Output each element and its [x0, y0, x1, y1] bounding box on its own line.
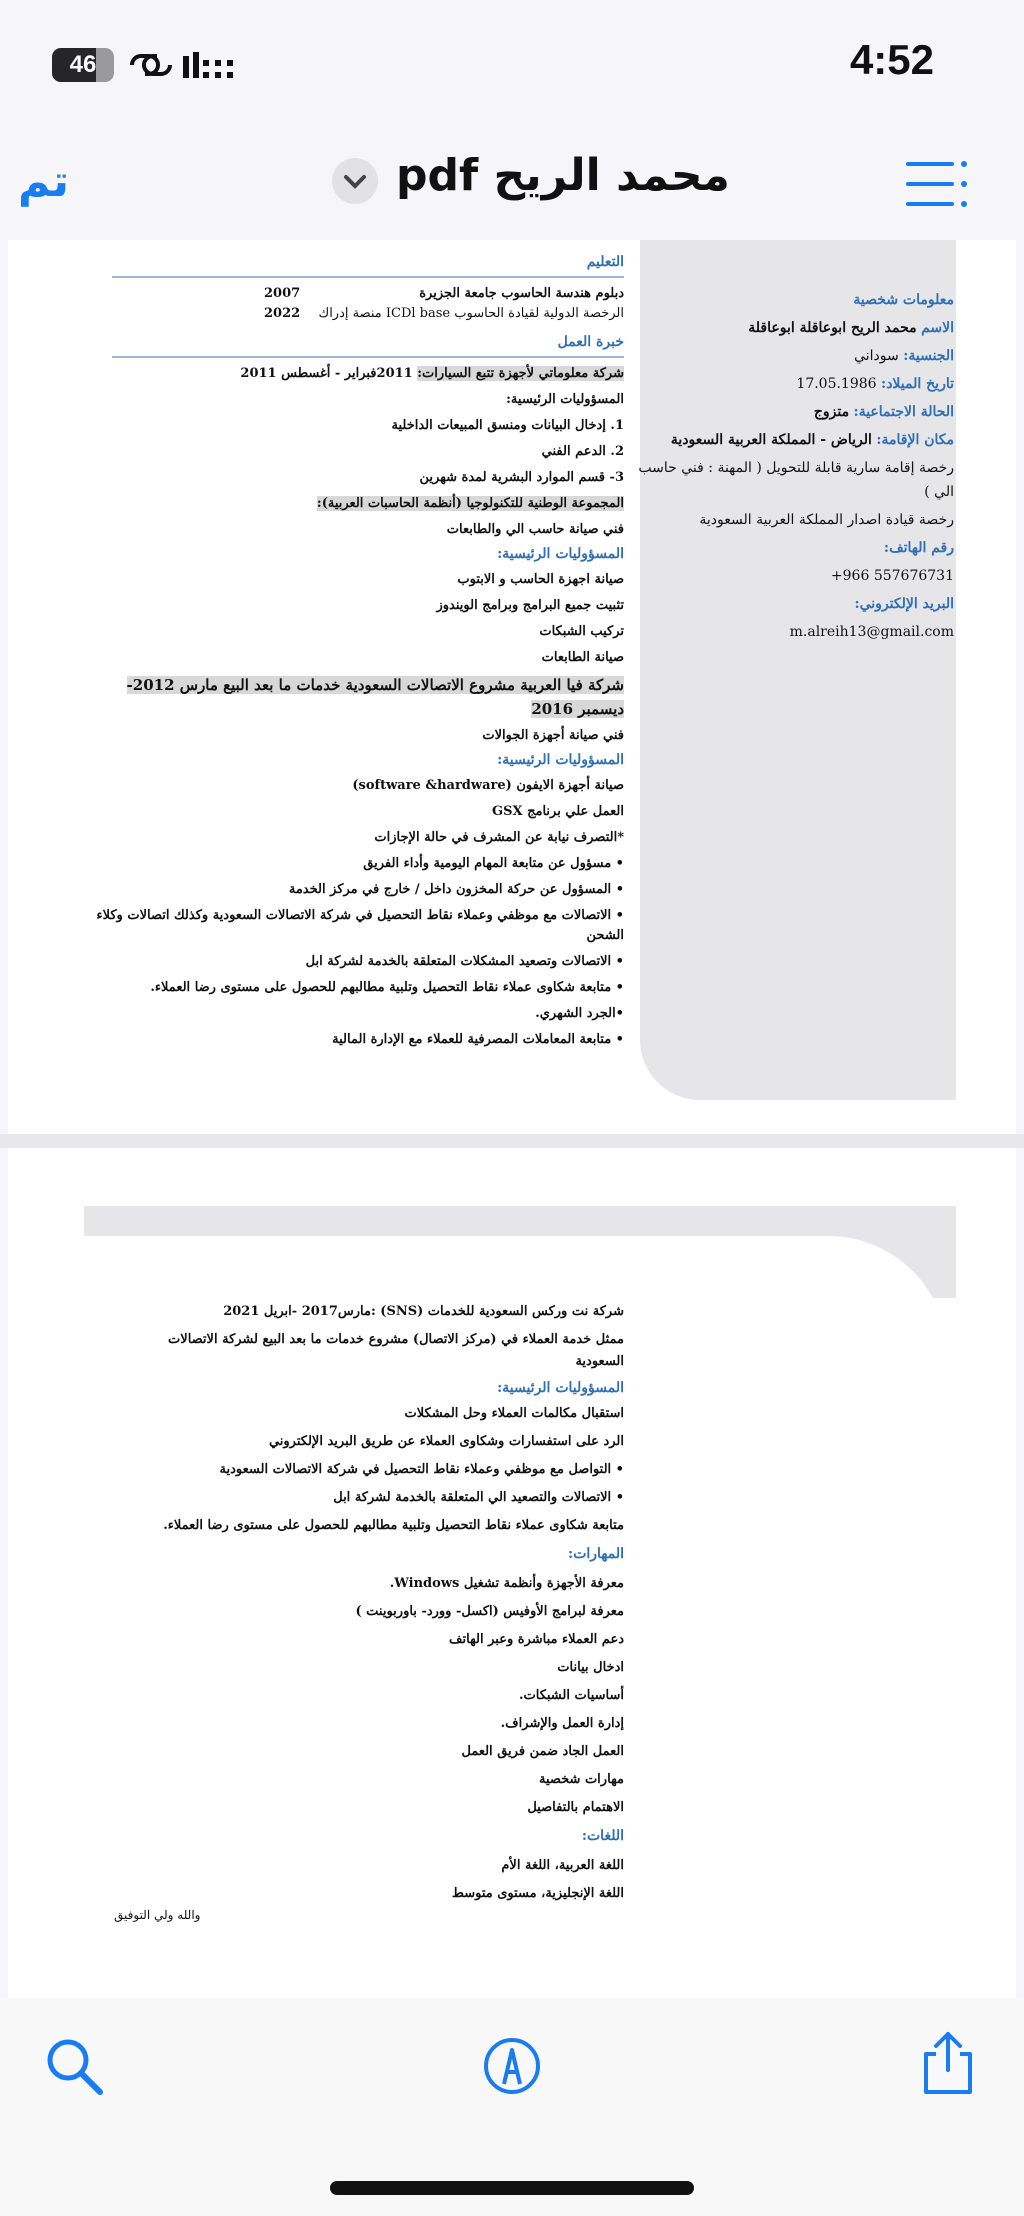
job-role: فني صيانة حاسب الي والطابعات — [446, 522, 624, 537]
job-item: تركيب الشبكات — [539, 624, 624, 639]
skill-item: إدارة العمل والإشراف. — [500, 1716, 624, 1731]
phone-label: رقم الهاتف: — [883, 540, 954, 556]
job-item: •الجرد الشهري. — [535, 1006, 624, 1021]
chevron-down-icon[interactable] — [332, 158, 378, 204]
closing-line: والله ولي التوفيق — [114, 1908, 201, 1922]
job-item: صيانة اجهزة الحاسب و الابتوب — [457, 572, 624, 587]
link-icon — [126, 48, 176, 82]
residence-row: مكان الإقامة: الرياض - المملكة العربية السعودية — [670, 432, 954, 448]
education-item: الرخصة الدولية لقيادة الحاسوب ICDl base منصة إدراك — [318, 306, 624, 321]
responsibilities-label: المسؤوليات الرئيسية: — [497, 1380, 624, 1396]
permit-line-2: الي ) — [924, 484, 954, 500]
page-separator — [0, 1134, 1024, 1148]
home-indicator[interactable] — [330, 2181, 694, 2195]
personal-info-heading: معلومات شخصية — [853, 292, 954, 308]
job-item: استقبال مكالمات العملاء وحل المشكلات — [404, 1406, 624, 1421]
job-item: *التصرف نيابة عن المشرف في حالة الإجازات — [374, 830, 624, 845]
personal-info-panel — [640, 240, 956, 1100]
job-item: • الاتصالات وتصعيد المشكلات المتعلقة بالخدمة لشركة ابل — [305, 954, 624, 969]
job-title: شركة معلوماتي لأجهزة تتبع السيارات: 2011فبراير - أغسطس 2011 — [240, 366, 624, 381]
permit-line-1: رخصة إقامة سارية قابلة للتحويل ( المهنة : فني حاسب — [638, 460, 954, 476]
job-item-cont: الشحن — [586, 928, 624, 943]
name-row: الاسم محمد الريح ابوعاقلة ابوعاقلة — [748, 320, 954, 336]
job-item: • التواصل مع موظفي وعملاء نقاط التحصيل في شركة الاتصالات السعودية — [219, 1462, 624, 1477]
language-item: اللغة العربية، اللغة الأم — [501, 1858, 624, 1873]
skill-item: الاهتمام بالتفاصيل — [527, 1800, 624, 1815]
status-time: 4:52 — [849, 36, 934, 83]
education-year: 2007 — [264, 286, 301, 301]
skill-item: معرفة لبرامج الأوفيس (اكسل- وورد- باوربوينت ) — [355, 1604, 624, 1619]
status-bar — [0, 0, 1024, 130]
responsibilities-label: المسؤوليات الرئيسية: — [506, 392, 624, 407]
share-icon[interactable] — [920, 2030, 976, 2096]
marital-row: الحالة الاجتماعية: متزوج — [813, 404, 954, 420]
done-button[interactable]: تم — [18, 156, 70, 207]
pdf-page-2 — [8, 1148, 1016, 1998]
email-label: البريد الإلكتروني: — [854, 596, 954, 612]
nav-bar — [0, 130, 1024, 240]
job-item: صيانة أجهزة الايفون (software &hardware) — [352, 778, 624, 793]
job-title: شركة فيا العربية مشروع الاتصالات السعودية خدمات ما بعد البيع مارس 2012- — [126, 676, 624, 694]
job-item: 1. إدخال البيانات ومنسق المبيعات الداخلية — [391, 418, 624, 433]
job-item: • الاتصالات مع موظفي وعملاء نقاط التحصيل في شركة الاتصالات السعودية وكذلك اتصالات وكلاء — [96, 908, 624, 923]
education-year: 2022 — [264, 306, 301, 321]
driving-license: رخصة قيادة اصدار المملكة العربية السعودية — [699, 512, 954, 528]
markup-pen-icon[interactable] — [482, 2036, 542, 2096]
job-item: • المسؤول عن حركة المخزون داخل / خارج في مركز الخدمة — [288, 882, 624, 897]
birthdate-row: تاريخ الميلاد: 17.05.1986 — [796, 376, 954, 392]
job-role: ممثل خدمة العملاء في (مركز الاتصال) مشروع خدمات ما بعد البيع لشركة الاتصالات — [168, 1332, 624, 1347]
document-title[interactable]: محمد الريح pdf — [396, 150, 730, 201]
job-item: • متابعة شكاوى عملاء نقاط التحصيل وتلبية مطالبهم للحصول على مستوى رضا العملاء. — [150, 980, 624, 995]
experience-heading: خبرة العمل — [557, 334, 624, 350]
skill-item: معرفة الأجهزة وأنظمة تشغيل Windows. — [389, 1576, 624, 1591]
education-heading: التعليم — [586, 254, 624, 270]
skill-item: ادخال بيانات — [557, 1660, 624, 1675]
job-title: شركة نت وركس السعودية للخدمات (SNS) :مارس2017 -ابريل 2021 — [223, 1304, 624, 1319]
section-rule — [112, 356, 624, 358]
job-item: تثبيت جميع البرامج وبرامج الويندوز — [436, 598, 624, 613]
languages-heading: اللغات: — [581, 1828, 624, 1844]
skill-item: العمل الجاد ضمن فريق العمل — [461, 1744, 624, 1759]
list-icon[interactable] — [906, 158, 970, 210]
job-item: 3- قسم الموارد البشرية لمدة شهرين — [419, 470, 624, 485]
search-icon[interactable] — [44, 2036, 104, 2096]
email-value: m.alreih13@gmail.com — [789, 624, 954, 640]
skill-item: أساسيات الشبكات. — [518, 1688, 624, 1703]
education-item: دبلوم هندسة الحاسوب جامعة الجزيرة — [419, 286, 624, 301]
job-title-cont: ديسمبر 2016 — [531, 700, 624, 718]
battery-icon — [52, 48, 114, 82]
signal-icon — [183, 50, 235, 82]
job-item: 2. الدعم الفني — [541, 444, 624, 459]
job-item: العمل علي برنامج GSX — [492, 804, 624, 819]
job-item: • مسؤول عن متابعة المهام اليومية وأداء الفريق — [363, 856, 624, 871]
skill-item: مهارات شخصية — [538, 1772, 624, 1787]
job-item: • الاتصالات والتصعيد الي المتعلقة بالخدمة لشركة ابل — [333, 1490, 624, 1505]
skill-item: دعم العملاء مباشرة وعبر الهاتف — [449, 1632, 624, 1647]
job-item: صيانة الطابعات — [541, 650, 624, 665]
skills-heading: المهارات: — [568, 1546, 624, 1562]
section-rule — [112, 276, 624, 278]
nationality-row: الجنسية: سوداني — [854, 348, 954, 364]
job-role-cont: السعودية — [575, 1354, 624, 1369]
responsibilities-label: المسؤوليات الرئيسية: — [497, 752, 624, 768]
job-item: الرد على استفسارات وشكاوى العملاء عن طريق البريد الإلكتروني — [268, 1434, 624, 1449]
job-role: فني صيانة أجهزة الجوالات — [482, 728, 624, 743]
responsibilities-label: المسؤوليات الرئيسية: — [497, 546, 624, 562]
phone-value: +966 557676731 — [830, 568, 954, 584]
pdf-page-1 — [8, 240, 1016, 1134]
battery-level: 46 — [69, 51, 97, 78]
job-item: متابعة شكاوى عملاء نقاط التحصيل وتلبية مطالبهم للحصول على مستوى رضا العملاء. — [163, 1518, 624, 1533]
language-item: اللغة الإنجليزية، مستوى متوسط — [451, 1886, 624, 1901]
job-title: المجموعة الوطنية للتكنولوجيا (أنظمة الحاسبات العربية): — [316, 496, 624, 511]
job-item: • متابعة المعاملات المصرفية للعملاء مع الإدارة المالية — [332, 1032, 624, 1047]
